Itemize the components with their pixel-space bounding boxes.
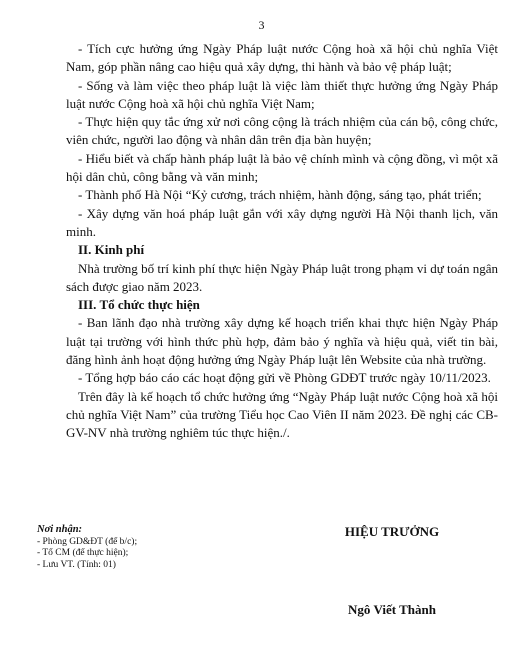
paragraph: - Sống và làm việc theo pháp luật là việc làm thiết thực hưởng ứng Ngày Pháp luật nước Cộng hoà xã hội chủ nghĩa Việt Nam;	[66, 77, 498, 111]
document-body	[66, 40, 498, 443]
paragraph: - Hiểu biết và chấp hành pháp luật là bảo vệ chính mình và cộng đồng, vì một xã hội dân chủ, công bằng và văn minh;	[66, 150, 498, 185]
paragraph: - Thành phố Hà Nội “Kỷ cương, trách nhiệm, hành động, sáng tạo, phát triển;	[78, 187, 482, 203]
signer-name: Ngô Viết Thành	[348, 602, 436, 617]
recipients-block	[37, 524, 237, 571]
paragraph: - Ban lãnh đạo nhà trường xây dựng kế hoạch triển khai thực hiện Ngày Pháp luật tại trường với hình thức phù hợp, đảm bảo ý nghĩa và hiệu quả, viết tin bài, đăng hình ảnh hoạt động hưởng ứng Ngày Pháp luật lên Website của nhà trường.	[66, 315, 498, 368]
recipient-item: - Tổ CM (để thực hiện);	[37, 548, 129, 558]
recipient-item: - Lưu VT. (Tính: 01)	[37, 559, 116, 570]
paragraph: Nhà trường bố trí kinh phí thực hiện Ngày Pháp luật trong phạm vi dự toán ngân sách được giao năm 2023.	[66, 260, 498, 294]
recipient-item: - Phòng GD&ĐT (để b/c);	[37, 536, 138, 547]
recipients-title: Nơi nhận:	[37, 524, 83, 535]
section-heading: II. Kinh phí	[78, 242, 145, 258]
paragraph: - Xây dựng văn hoá pháp luật gắn với xây dựng người Hà Nội thanh lịch, văn minh.	[66, 205, 498, 239]
section-heading: III. Tổ chức thực hiện	[78, 297, 200, 313]
paragraph: - Thực hiện quy tắc ứng xử nơi công cộng là trách nhiệm của cán bộ, công chức, viên chức, người lao động và nhân dân trên địa bàn huyện;	[66, 114, 498, 148]
page-number: 3	[258, 18, 265, 32]
signer-title: HIỆU TRƯỞNG	[344, 524, 440, 539]
paragraph: Trên đây là kế hoạch tổ chức hưởng ứng “Ngày Pháp luật nước Cộng hoà xã hội chủ nghĩa Việt Nam” của trường Tiểu học Cao Viên II năm 2023. Đề nghị các CB-GV-NV nhà trường nghiêm túc thực hiện./.	[66, 388, 498, 441]
paragraph: - Tổng hợp báo cáo các hoạt động gửi về Phòng GDĐT trước ngày 10/11/2023.	[78, 370, 491, 386]
paragraph: - Tích cực hưởng ứng Ngày Pháp luật nước Cộng hoà xã hội chủ nghĩa Việt Nam, góp phần nâng cao hiệu quả xây dựng, thi hành và bảo vệ pháp luật;	[66, 41, 498, 75]
